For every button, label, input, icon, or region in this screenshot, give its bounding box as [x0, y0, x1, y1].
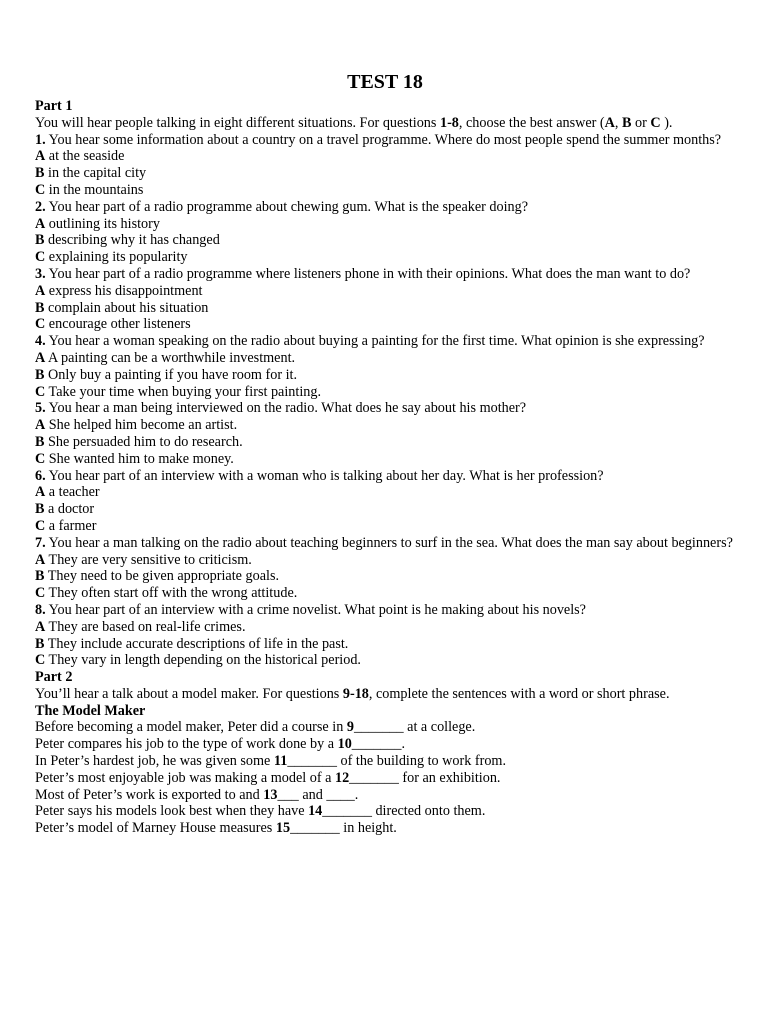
document-page [35, 70, 735, 837]
question-3: 3. You hear part of a radio programme where listeners phone in with their opinions. What does the man want to do? [35, 265, 691, 282]
question-5: 5. You hear a man being interviewed on the radio. What does he say about his mother? [35, 400, 527, 417]
question-8: 8. You hear part of an interview with a crime novelist. What point is he making about his novels? [35, 601, 586, 618]
question-8-option-b: B They include accurate descriptions of life in the past. [35, 635, 349, 652]
sentence-14: Peter says his models look best when they have 14_______ directed onto them. [35, 803, 486, 820]
question-1: 1. You hear some information about a country on a travel programme. Where do most people spend the summer months? [35, 131, 722, 148]
question-3-option-b: B complain about his situation [35, 299, 209, 316]
question-5-option-a: A She helped him become an artist. [35, 417, 238, 434]
question-2: 2. You hear part of a radio programme about chewing gum. What is the speaker doing? [35, 198, 529, 215]
question-2-option-a: A outlining its history [35, 215, 160, 232]
question-8-option-c: C They vary in length depending on the historical period. [35, 652, 361, 669]
sentence-9: Before becoming a model maker, Peter did a course in 9_______ at a college. [35, 719, 476, 736]
question-1-option-b: B in the capital city [35, 165, 147, 182]
question-2-option-b: B describing why it has changed [35, 232, 220, 249]
part1-heading: Part 1 [35, 98, 73, 114]
question-7: 7. You hear a man talking on the radio about teaching beginners to surf in the sea. What does the man say about beginners? [35, 534, 733, 551]
question-7-option-c: C They often start off with the wrong attitude. [35, 585, 298, 602]
question-5-option-b: B She persuaded him to do research. [35, 433, 243, 450]
question-8-option-a: A They are based on real-life crimes. [35, 618, 246, 635]
sentence-13: Most of Peter’s work is exported to and 13___ and ____. [35, 786, 359, 803]
question-7-option-a: A They are very sensitive to criticism. [35, 551, 252, 568]
question-6-option-a: A a teacher [35, 484, 100, 501]
sentence-15: Peter’s model of Marney House measures 15_______ in height. [35, 820, 397, 837]
question-5-option-c: C She wanted him to make money. [35, 450, 234, 467]
question-2-option-c: C explaining its popularity [35, 249, 188, 266]
page-title: TEST 18 [347, 71, 423, 93]
part2-instruction: You’ll hear a talk about a model maker. For questions 9-18, complete the sentences with a word or short phrase. [35, 685, 670, 702]
part2-heading: Part 2 [35, 669, 73, 686]
question-4-option-c: C Take your time when buying your first painting. [35, 383, 321, 400]
sentence-10: Peter compares his job to the type of work done by a 10_______. [35, 736, 405, 753]
sentence-12: Peter’s most enjoyable job was making a model of a 12_______ for an exhibition. [35, 769, 501, 786]
question-4: 4. You hear a woman speaking on the radio about buying a painting for the first time. What opinion is she expressing? [35, 333, 705, 350]
sentence-11: In Peter’s hardest job, he was given some 11_______ of the building to work from. [35, 753, 507, 770]
part1-instruction: You will hear people talking in eight different situations. For questions 1-8, choose the best answer (A, B or C ). [35, 114, 673, 131]
question-6: 6. You hear part of an interview with a woman who is talking about her day. What is her profession? [35, 467, 604, 484]
question-6-option-b: B a doctor [35, 501, 95, 518]
question-6-option-c: C a farmer [35, 517, 97, 534]
question-4-option-a: A A painting can be a worthwhile investment. [35, 349, 296, 366]
question-3-option-a: A express his disappointment [35, 282, 203, 299]
question-4-option-b: B Only buy a painting if you have room for it. [35, 366, 298, 383]
part2-subtitle: The Model Maker [35, 702, 146, 719]
question-1-option-a: A at the seaside [35, 148, 125, 165]
question-3-option-c: C encourage other listeners [35, 316, 191, 333]
question-1-option-c: C in the mountains [35, 181, 144, 198]
question-7-option-b: B They need to be given appropriate goals. [35, 568, 280, 585]
